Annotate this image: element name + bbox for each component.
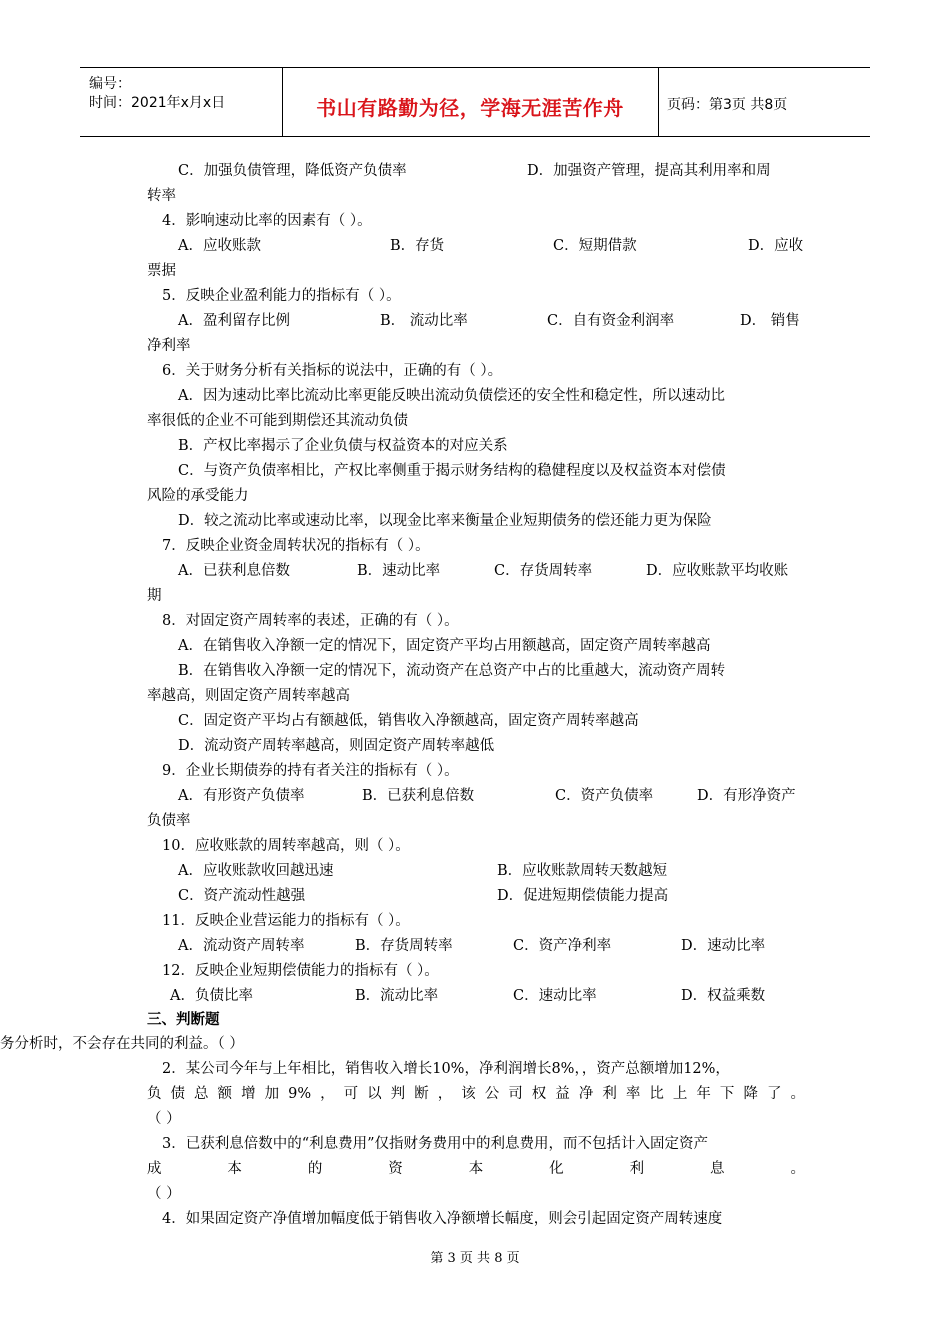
q9-option-d: D．有形净资产 [697,788,796,804]
q10-option-d: D．促进短期偿债能力提高 [497,888,669,904]
q4-stem: 4．影响速动比率的因素有（ ）。 [162,213,372,229]
q5-option-d: D． 销售 [740,313,800,329]
q3-option-d: D．加强资产管理，提高其利用率和周 [527,163,771,179]
q12-option-c: C．速动比率 [513,988,597,1004]
tf3-paren: （ ） [147,1186,181,1202]
q6-option-a: A．因为速动比率比流动比率更能反映出流动负债偿还的安全性和稳定性，所以速动比 [178,388,725,404]
q3-option-c: C．加强负债管理，降低资产负债率 [178,163,407,179]
q7-stem: 7．反映企业资金周转状况的指标有（ ）。 [162,538,430,554]
q8-option-d: D．流动资产周转率越高，则固定资产周转率越低 [178,738,495,754]
doc-number-label: 编号： [89,76,131,92]
tf2-paren: （ ） [147,1111,181,1127]
q9-option-d-cont: 负债率 [147,813,191,829]
header-meta-cell [80,68,283,136]
header-page-cell [658,68,871,136]
q12-stem: 12．反映企业短期偿债能力的指标有（ ）。 [162,963,439,979]
section-heading: 三、判断题 [147,1012,220,1028]
q7-option-b: B．速动比率 [357,563,441,579]
q5-option-d-cont: 净利率 [147,338,191,354]
doc-time-label: 时间：2021年x月x日 [89,95,226,111]
q8-option-b: B．在销售收入净额一定的情况下，流动资产在总资产中占的比重越大，流动资产周转 [178,663,726,679]
q6-option-b: B．产权比率揭示了企业负债与权益资本的对应关系 [178,438,508,454]
q7-option-d-cont: 期 [147,588,162,604]
q11-option-b: B．存货周转率 [355,938,453,954]
tf3-line2: 成本的资本化利息。 [147,1161,805,1177]
q8-stem: 8．对固定资产周转率的表述，正确的有（ ）。 [162,613,459,629]
q9-option-b: B．已获利息倍数 [362,788,475,804]
q11-stem: 11．反映企业营运能力的指标有（ ）。 [162,913,410,929]
q8-option-c: C．固定资产平均占有额越低，销售收入净额越高，固定资产周转率越高 [178,713,639,729]
q11-option-d: D．速动比率 [681,938,766,954]
q4-option-b: B．存货 [390,238,445,254]
q7-option-a: A．已获利息倍数 [178,563,290,579]
q7-option-c: C．存货周转率 [494,563,593,579]
q4-option-d: D．应收 [748,238,804,254]
q4-option-a: A．应收账款 [178,238,261,254]
q12-option-a: A．负债比率 [170,988,253,1004]
q10-option-a: A．应收账款收回越迅速 [178,863,334,879]
tf3-line1: 3．已获利息倍数中的“利息费用”仅指财务费用中的利息费用，而不包括计入固定资产 [162,1136,709,1152]
q10-option-b: B．应收账款周转天数越短 [497,863,668,879]
q9-stem: 9．企业长期债券的持有者关注的指标有（ ）。 [162,763,459,779]
q12-option-d: D．权益乘数 [681,988,766,1004]
q8-option-a: A．在销售收入净额一定的情况下，固定资产平均占用额越高，固定资产周转率越高 [178,638,711,654]
tf2-line1: 2．某公司今年与上年相比，销售收入增长10%，净利润增长8%，，资产总额增加12%， [162,1061,730,1077]
q11-option-a: A．流动资产周转率 [178,938,305,954]
page-header [80,67,870,137]
q5-option-b: B． 流动比率 [380,313,468,329]
q9-option-a: A．有形资产负债率 [178,788,305,804]
q5-stem: 5．反映企业盈利能力的指标有（ ）。 [162,288,401,304]
q11-option-c: C．资产净利率 [513,938,612,954]
q6-option-c-cont: 风险的承受能力 [147,488,249,504]
q12-option-b: B．流动比率 [355,988,439,1004]
tf2-line2: 负债总额增加9%，可以判断，该公司权益净利率比上年下降了。 [147,1086,805,1102]
tf4-line1: 4．如果固定资产净值增加幅度低于销售收入净额增长幅度，则会引起固定资产周转速度 [162,1211,723,1227]
q6-option-d: D．较之流动比率或速动比率，以现金比率来衡量企业短期债务的偿还能力更为保险 [178,513,712,529]
q10-stem: 10．应收账款的周转率越高，则（ ）。 [162,838,410,854]
tf1-line: 务分析时，不会存在共同的利益。（ ） [0,1036,244,1052]
q3-option-d-cont: 转率 [147,188,176,204]
q4-option-c: C．短期借款 [553,238,637,254]
header-page-label: 页码：第3页 共8页 [667,97,788,113]
q8-option-b-cont: 率越高，则固定资产周转率越高 [147,688,350,704]
q9-option-c: C．资产负债率 [555,788,654,804]
q10-option-c: C．资产流动性越强 [178,888,306,904]
q7-option-d: D．应收账款平均收账 [646,563,789,579]
q6-option-a-cont: 率很低的企业不可能到期偿还其流动负债 [147,413,408,429]
page-footer: 第 3 页 共 8 页 [430,1251,520,1266]
header-motto: 书山有路勤为径，学海无涯苦作舟 [316,96,624,120]
q4-option-d-cont: 票据 [147,263,176,279]
q6-option-c: C．与资产负债率相比，产权比率侧重于揭示财务结构的稳健程度以及权益资本对偿债 [178,463,726,479]
q6-stem: 6．关于财务分析有关指标的说法中，正确的有（ ）。 [162,363,503,379]
q5-option-c: C．自有资金利润率 [547,313,675,329]
q5-option-a: A．盈利留存比例 [178,313,290,329]
